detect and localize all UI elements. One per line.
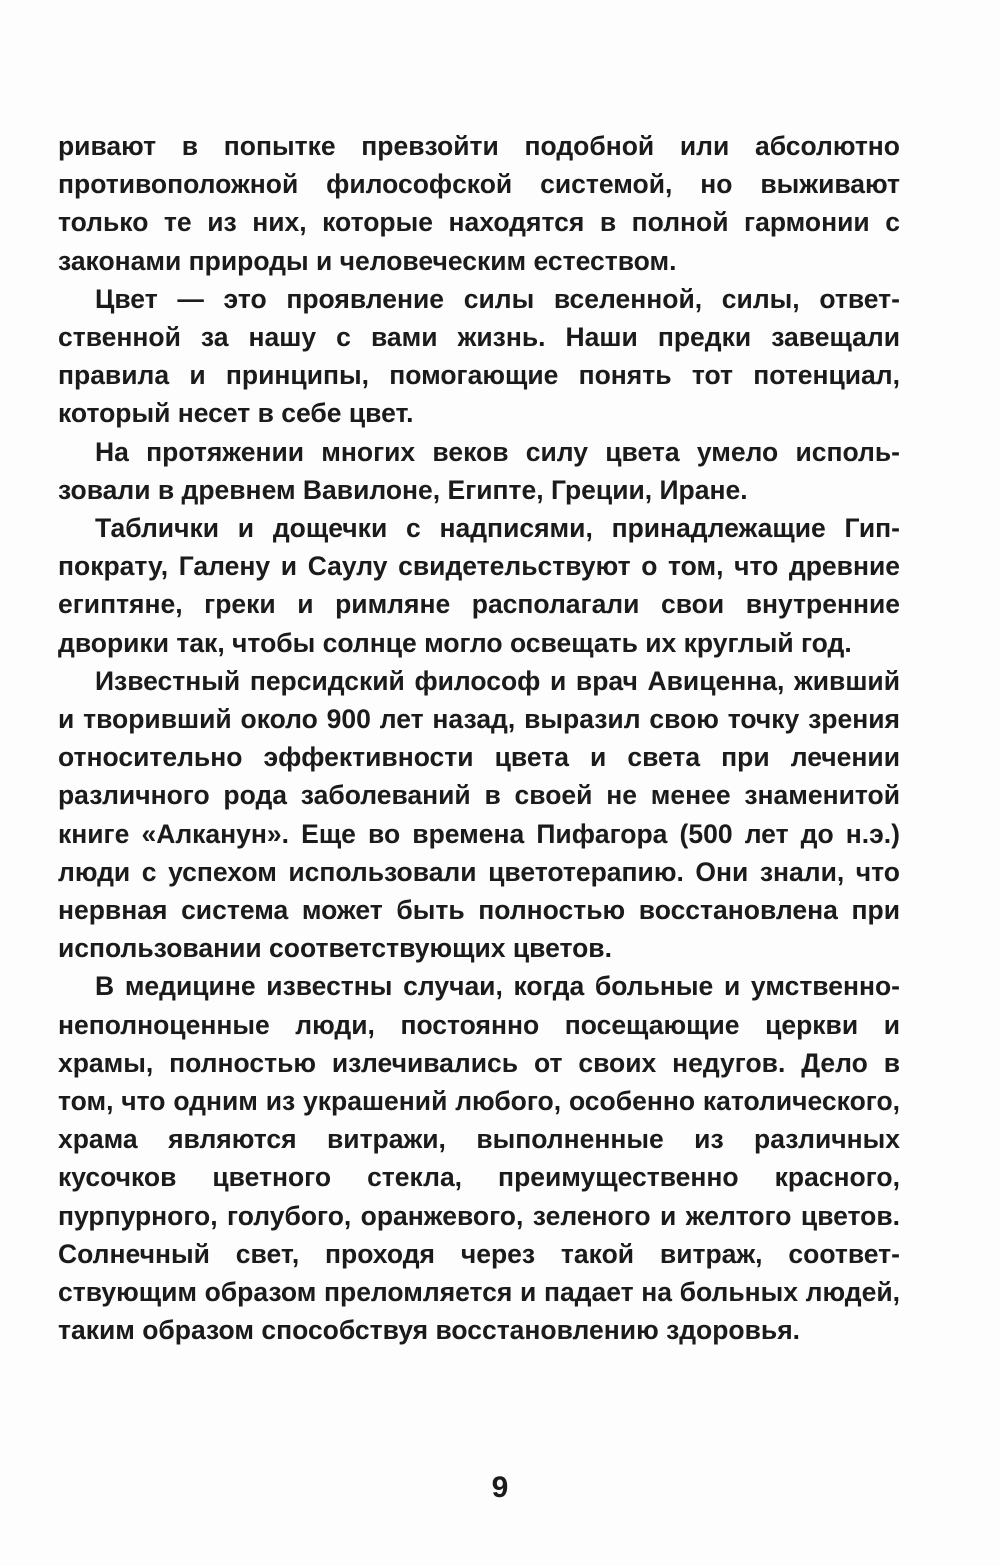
- paragraph-6: В медицине известны случаи, когда больные и умственно-неполноценные люди, постоянно посещающие церкви и храмы, полностью излечивались от своих недугов. Дело в том, что одним из украшений любого, особенно католического, храма являются витражи, выполненные из различных кусочков цветного стекла, преимущественно красного, пурпурного, голубого, оранжевого, зеленого и желтого цветов. Солнечный свет, проходя через такой витраж, соответствующим образом преломляется и падает на больных людей, таким образом способствуя восстановлению здоровья.: [58, 971, 900, 1346]
- body-text: [58, 127, 900, 1350]
- paragraph-4: Таблички и дощечки с надписями, принадлежащие Гиппократу, Галену и Саулу свидетельствуют о том, что древние египтяне, греки и римляне располагали свои внутренние дворики так, чтобы солнце могло освещать их круглый год.: [58, 513, 900, 658]
- page-number: 9: [491, 1471, 509, 1504]
- paragraph-3: На протяжении многих веков силу цвета умело использовали в древнем Вавилоне, Египте, Греции, Иране.: [58, 436, 900, 505]
- paragraph-2: Цвет — это проявление силы вселенной, силы, ответственной за нашу с вами жизнь. Наши предки завещали правила и принципы, помогающие понять тот потенциал, который несет в себе цвет.: [58, 283, 900, 429]
- paragraph-5: Известный персидский философ и врач Авиценна, живший и творивший около 900 лет назад, выразил свою точку зрения относительно эффективности цвета и света при лечении различного рода заболеваний в своей не менее знаменитой книге «Алканун». Еще во времена Пифагора (500 лет до н.э.) люди с успехом использовали цветотерапию. Они знали, что нервная система может быть полностью восстановлена при использовании соответствующих цветов.: [58, 665, 900, 964]
- paragraph-1: ривают в попытке превзойти подобной или абсолютно противоположной философской системой, но выживают только те из них, которые находятся в полной гармонии с законами природы и человеческим естеством.: [58, 131, 900, 276]
